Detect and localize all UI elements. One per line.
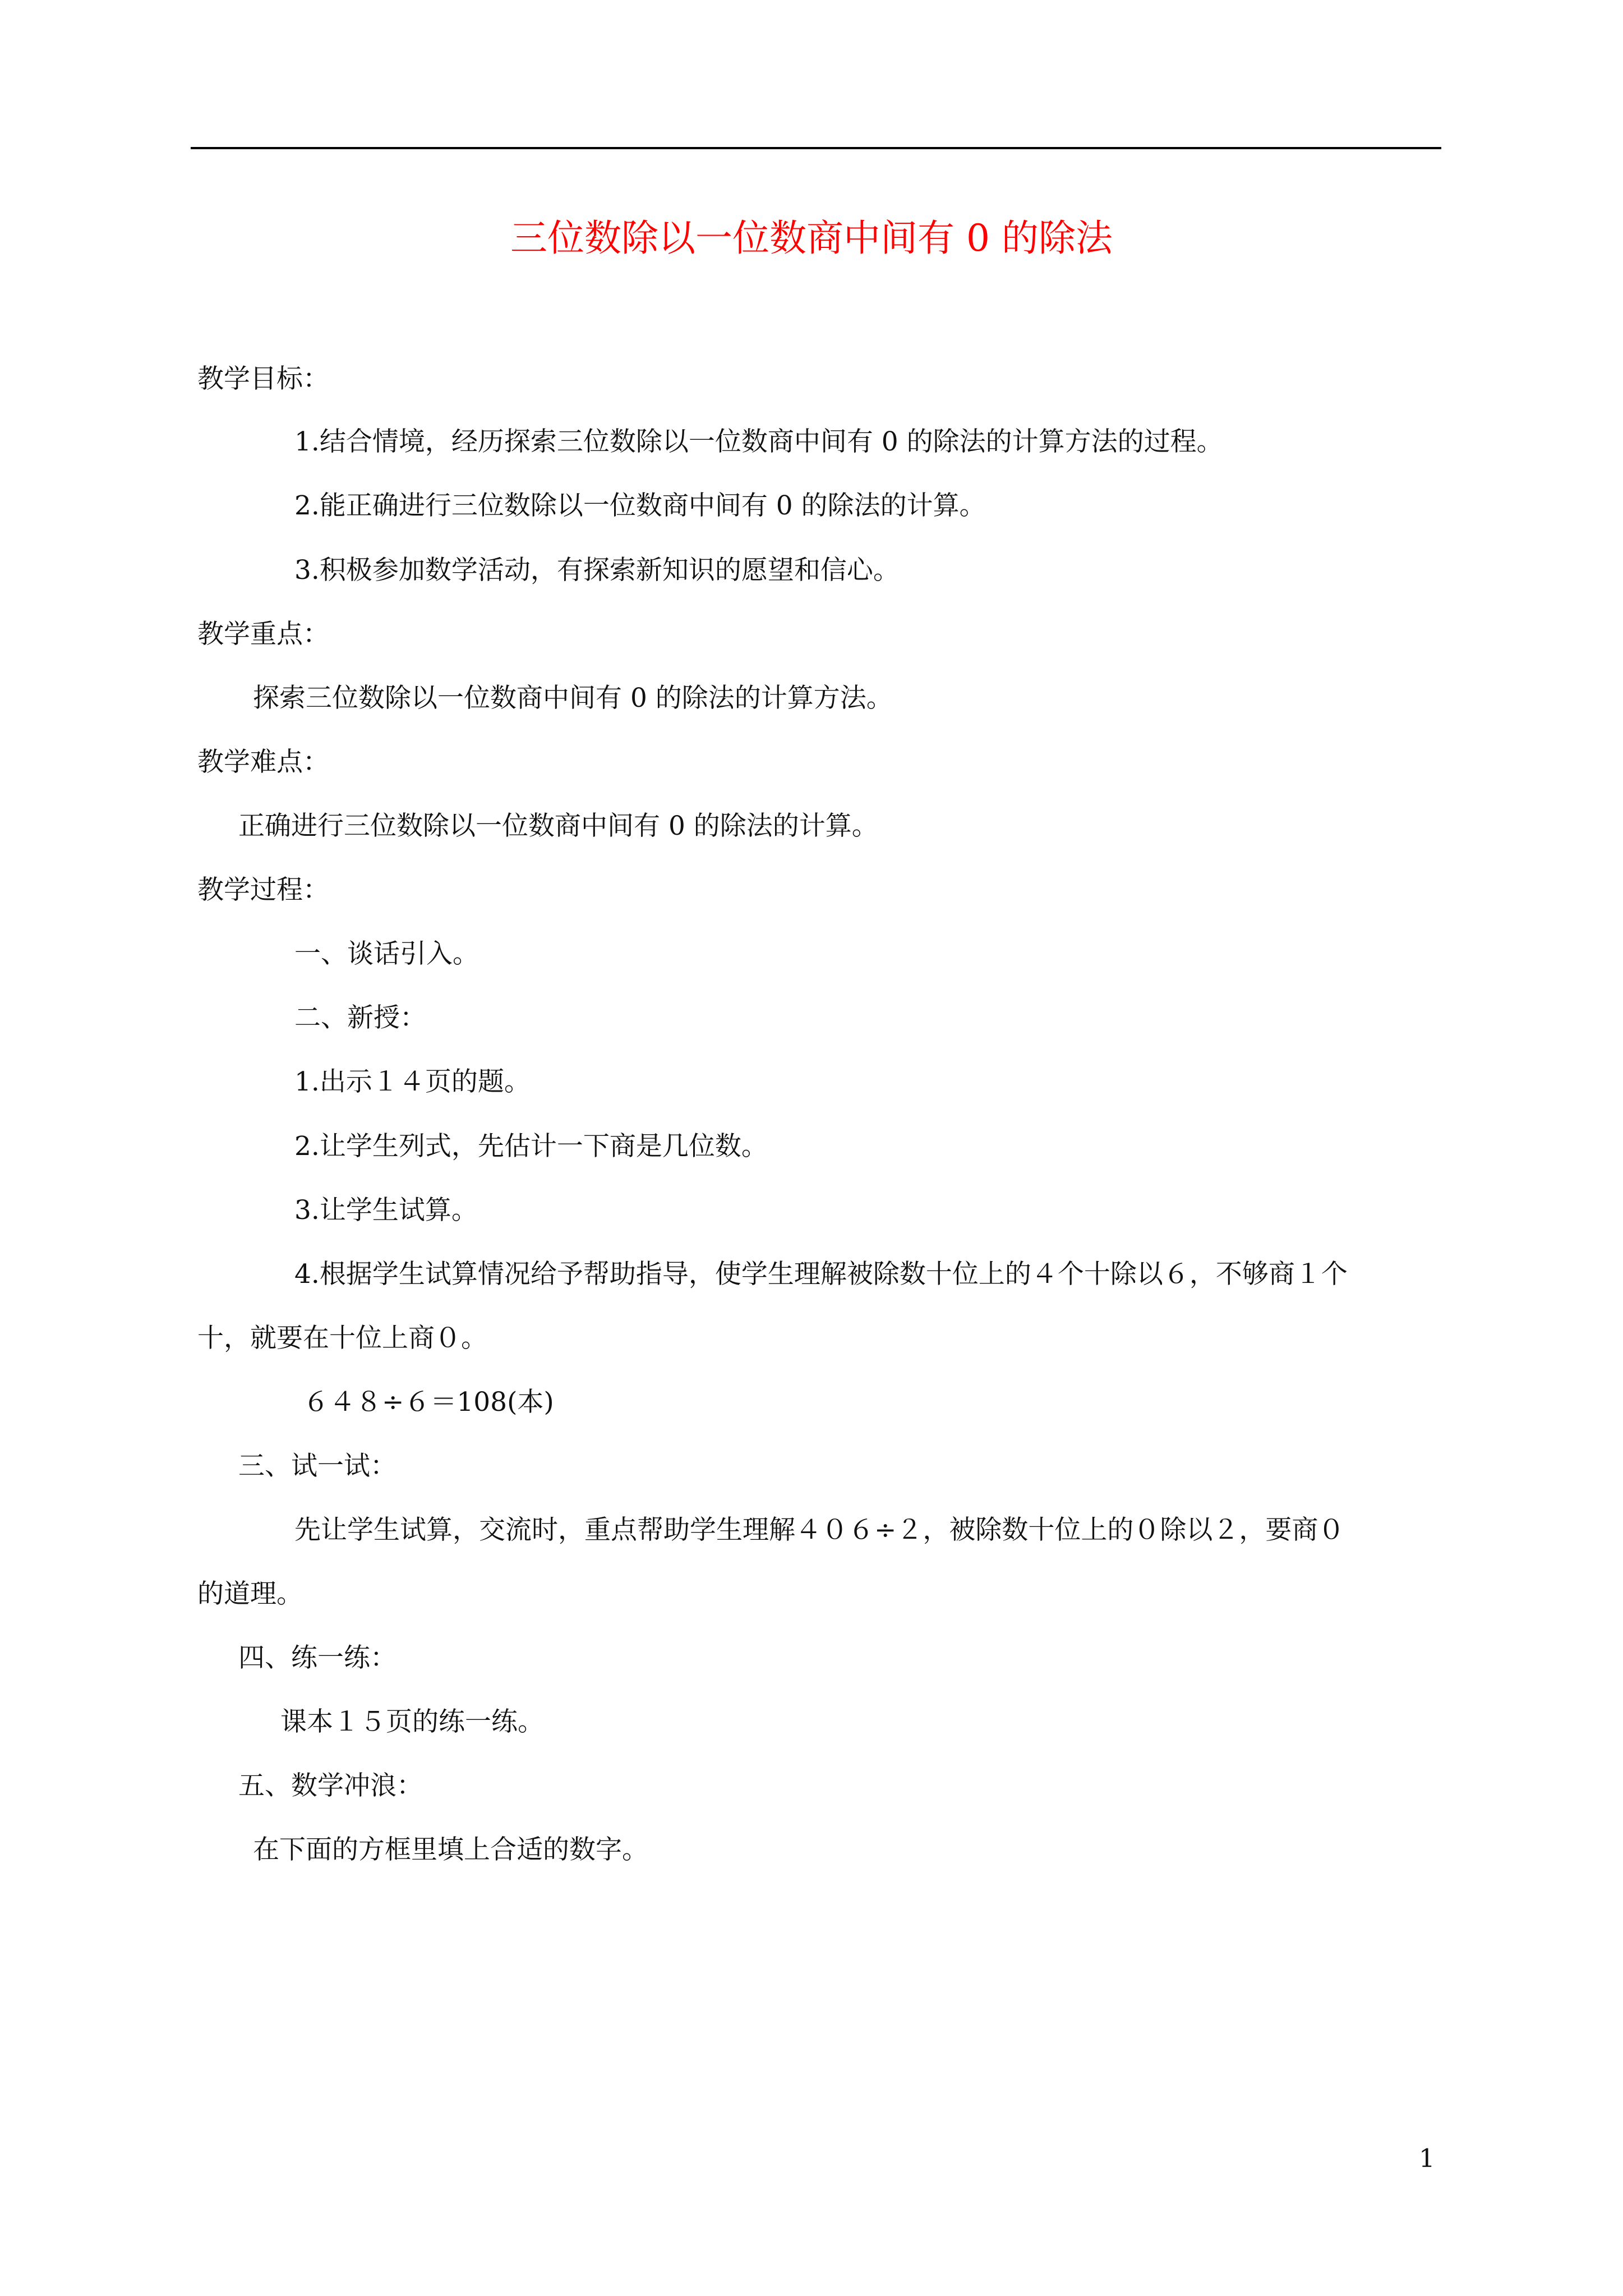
new-lesson-item-4-continued: 十，就要在十位上商０。	[197, 1323, 487, 1354]
section-heading-difficulty: 教学难点：	[197, 747, 329, 777]
process-step-practice: 四、练一练：	[238, 1642, 396, 1673]
example-equation: ６４８÷６＝108(本)	[303, 1387, 554, 1418]
page-number: 1	[1419, 2143, 1435, 2173]
practice-text: 课本１５页的练一练。	[280, 1706, 544, 1737]
key-point-text: 探索三位数除以一位数商中间有 0 的除法的计算方法。	[253, 683, 893, 714]
objective-item-2: 2.能正确进行三位数除以一位数商中间有 0 的除法的计算。	[294, 490, 986, 521]
math-surf-text: 在下面的方框里填上合适的数字。	[253, 1834, 648, 1865]
objective-item-3: 3.积极参加数学活动，有探索新知识的愿望和信心。	[294, 555, 900, 586]
section-heading-process: 教学过程：	[197, 875, 329, 905]
section-heading-objectives: 教学目标：	[197, 364, 329, 394]
process-step-new-lesson: 二、新授：	[294, 1002, 426, 1033]
new-lesson-item-4: 4.根据学生试算情况给予帮助指导，使学生理解被除数十位上的４个十除以６，不够商１个	[294, 1259, 1348, 1290]
process-step-intro: 一、谈话引入。	[294, 938, 479, 969]
new-lesson-item-3: 3.让学生试算。	[294, 1195, 478, 1226]
section-heading-key-point: 教学重点：	[197, 619, 329, 650]
new-lesson-item-1: 1.出示１４页的题。	[294, 1066, 531, 1097]
objective-item-1: 1.结合情境，经历探索三位数除以一位数商中间有 0 的除法的计算方法的过程。	[294, 426, 1223, 457]
difficulty-text: 正确进行三位数除以一位数商中间有 0 的除法的计算。	[238, 811, 878, 841]
process-step-math-surf: 五、数学冲浪：	[238, 1770, 423, 1801]
new-lesson-item-2: 2.让学生列式，先估计一下商是几位数。	[294, 1131, 768, 1162]
try-text: 先让学生试算，交流时，重点帮助学生理解４０６÷２，被除数十位上的０除以２，要商０	[294, 1515, 1345, 1545]
header-rule	[191, 147, 1441, 149]
try-text-continued: 的道理。	[197, 1579, 303, 1609]
process-step-try: 三、试一试：	[238, 1451, 396, 1481]
document-title: 三位数除以一位数商中间有 0 的除法	[510, 217, 1113, 260]
